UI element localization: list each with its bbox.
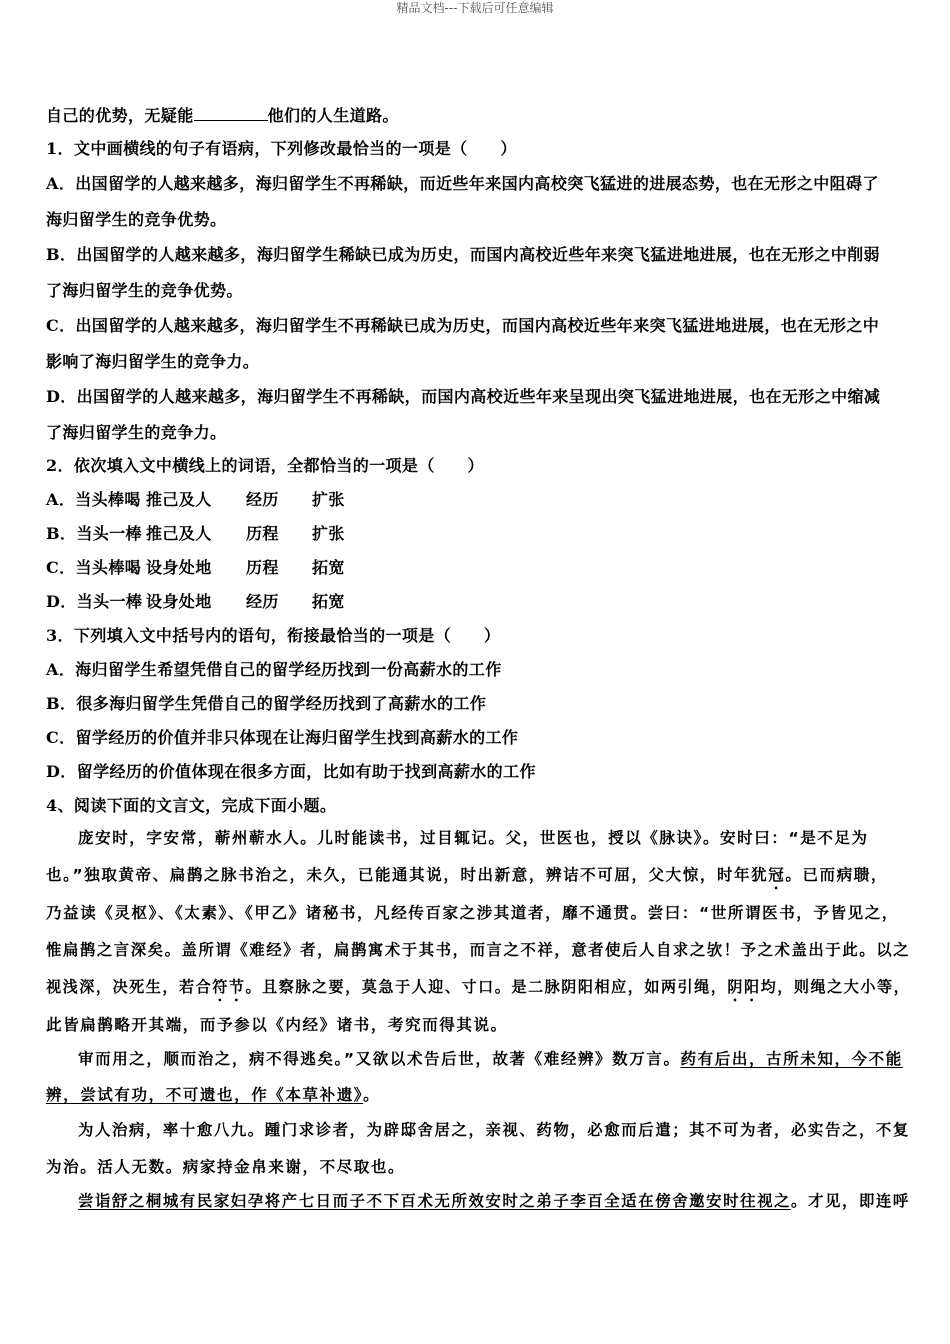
emphasis-yinyang: 阴阳 bbox=[727, 978, 761, 996]
passage-p3-line1: 为人治病，率十愈八九。踵门求诊者，为辟邸舍居之，亲视、药物，必愈而后遣；其不可为者，必实告之，不复 bbox=[78, 1121, 910, 1139]
q4-stem: 4、阅读下面的文言文，完成下面小题。 bbox=[46, 796, 337, 815]
fill-blank bbox=[194, 108, 268, 121]
q3-option-d: D．留学经历的价值体现在很多方面，比如有助于找到高薪水的工作 bbox=[46, 762, 536, 781]
underlined-sentence-1b: 辨，尝试有功，不可遗也，作《本草补遗》 bbox=[46, 1086, 364, 1104]
q3-stem: 3．下列填入文中括号内的语句，衔接最恰当的一项是（ ） bbox=[46, 626, 501, 645]
q2-option-a-word4: 扩张 bbox=[312, 490, 345, 509]
q2-option-b-word2: 推己及人 bbox=[146, 524, 212, 543]
q1-option-d-line2: 了海归留学生的竞争力。 bbox=[46, 423, 227, 442]
underlined-sentence-1a: 药有后出，古所未知，今不能 bbox=[680, 1050, 903, 1068]
passage-p1-line6: 此皆扁鹊略开其端，而予参以《内经》诸书，考究而得其说。 bbox=[46, 1016, 508, 1034]
q2-option-d-word2: 设身处地 bbox=[146, 592, 212, 611]
q2-option-c bbox=[46, 555, 345, 578]
passage-p1-line1: 庞安时，字安常，蕲州蕲水人。儿时能读书，过目辄记。父，世医也，授以《脉诀》。安时曰：“是不足为 bbox=[78, 829, 869, 847]
passage-p2-text: 审而用之，顺而治之，病不得逃矣。”又欲以术告后世，故著《难经辨》数万言。 bbox=[78, 1050, 681, 1068]
q2-option-a bbox=[46, 487, 345, 510]
q1-option-b-line2: 了海归留学生的竞争优势。 bbox=[46, 281, 243, 300]
q2-stem: 2．依次填入文中横线上的词语，全都恰当的一项是（ ） bbox=[46, 456, 484, 475]
passage-p2-line1 bbox=[78, 1047, 903, 1069]
q2-option-a-word2: 推己及人 bbox=[146, 490, 212, 509]
passage-p1-line5-c: 均，则绳之大小等， bbox=[760, 978, 911, 996]
q2-option-d-word3: 经历 bbox=[246, 592, 279, 611]
passage-p1-line3: 乃益读《灵枢》、《太素》、《甲乙》诸秘书，凡经传百家之涉其道者，靡不通贯。尝曰：“世所谓医书，予皆见之， bbox=[46, 904, 899, 922]
q3-option-c: C．留学经历的价值并非只体现在让海归留学生找到高薪水的工作 bbox=[46, 728, 519, 747]
q1-option-a-line1: A．出国留学的人越来越多，海归留学生不再稀缺，而近些年来国内高校突飞猛进的进展态势，也在无形之中阻碍了 bbox=[46, 174, 879, 193]
q1-stem: 1．文中画横线的句子有语病，下列修改最恰当的一项是（ ） bbox=[46, 139, 517, 158]
q3-option-b: B．很多海归留学生凭借自己的留学经历找到了高薪水的工作 bbox=[46, 694, 487, 713]
passage-p1-line5-b: 。且察脉之要，莫急于人迎、寸口。是二脉阴阳相应，如两引绳， bbox=[245, 978, 728, 996]
q1-option-b-line1: B．出国留学的人越来越多，海归留学生稀缺已成为历史，而国内高校近些年来突飞猛进地进展，也在无形之中削弱 bbox=[46, 245, 880, 264]
q1-option-d-line1: D．出国留学的人越来越多，海归留学生不再稀缺，而国内高校近些年来呈现出突飞猛进地进展，也在无形之中缩减 bbox=[46, 387, 881, 406]
passage-p4-tail: 。才见，即连呼 bbox=[791, 1192, 910, 1210]
q2-option-d-label: D．当头一棒 bbox=[46, 592, 143, 611]
q2-option-b-word4: 扩张 bbox=[312, 524, 345, 543]
q1-option-c-line1: C．出国留学的人越来越多，海归留学生不再稀缺已成为历史，而国内高校近些年来突飞猛进地进展，也在无形之中 bbox=[46, 316, 880, 335]
passage-p1-line5-a: 视浅深，决死生，若合 bbox=[46, 978, 213, 996]
q2-option-c-word3: 历程 bbox=[246, 558, 279, 577]
underlined-sentence-2: 尝诣舒之桐城有民家妇孕将产七日而子不下百术无所效安时之弟子李百全适在傍舍邀安时往视之 bbox=[78, 1192, 792, 1210]
page-header: 精品文档---下载后可任意编辑 bbox=[396, 1, 554, 15]
q2-option-c-word2: 设身处地 bbox=[146, 558, 212, 577]
intro-before: 自己的优势，无疑能 bbox=[46, 106, 194, 125]
passage-p4-line1 bbox=[78, 1189, 910, 1211]
q2-option-b-label: B．当头一棒 bbox=[46, 524, 142, 543]
passage-p3-line2: 为治。活人无数。病家持金帛来谢，不尽取也。 bbox=[46, 1158, 406, 1176]
emphasis-guan: 冠 bbox=[768, 866, 786, 884]
passage-p1-line4: 惟扁鹊之言深矣。盖所谓《难经》者，扁鹊寓术于其书，而言之不祥，意者使后人自求之欤！予之术盖出于此。以之 bbox=[46, 941, 911, 959]
q1-option-c-line2: 影响了海归留学生的竞争力。 bbox=[46, 352, 260, 371]
q3-option-a: A．海归留学生希望凭借自己的留学经历找到一份高薪水的工作 bbox=[46, 660, 502, 679]
q2-option-c-label: C．当头棒喝 bbox=[46, 558, 142, 577]
q1-option-a-line2: 海归留学生的竞争优势。 bbox=[46, 210, 227, 229]
passage-p1-line5 bbox=[46, 975, 910, 1005]
emphasis-fujie: 符节 bbox=[212, 978, 246, 996]
q2-option-d bbox=[46, 589, 345, 612]
q2-option-d-word4: 拓宽 bbox=[312, 592, 345, 611]
q2-option-a-word3: 经历 bbox=[246, 490, 279, 509]
q2-option-b bbox=[46, 521, 345, 544]
passage-p2-end: 。 bbox=[363, 1086, 381, 1104]
passage-p2-line2 bbox=[46, 1083, 380, 1105]
q2-option-b-word3: 历程 bbox=[246, 524, 279, 543]
passage-p1-line2-text: 也。”独取黄帝、扁鹊之脉书治之，未久，已能通其说，时出新意，辨诘不可屈，父大惊，时年犹 bbox=[46, 866, 769, 884]
intro-after: 他们的人生道路。 bbox=[267, 106, 399, 125]
passage-p1-line2 bbox=[46, 863, 888, 893]
intro-line bbox=[46, 103, 399, 126]
q2-option-a-label: A．当头棒喝 bbox=[46, 490, 141, 509]
q2-option-c-word4: 拓宽 bbox=[312, 558, 345, 577]
passage-p1-line2-tail: 。已而病聩， bbox=[785, 866, 888, 884]
